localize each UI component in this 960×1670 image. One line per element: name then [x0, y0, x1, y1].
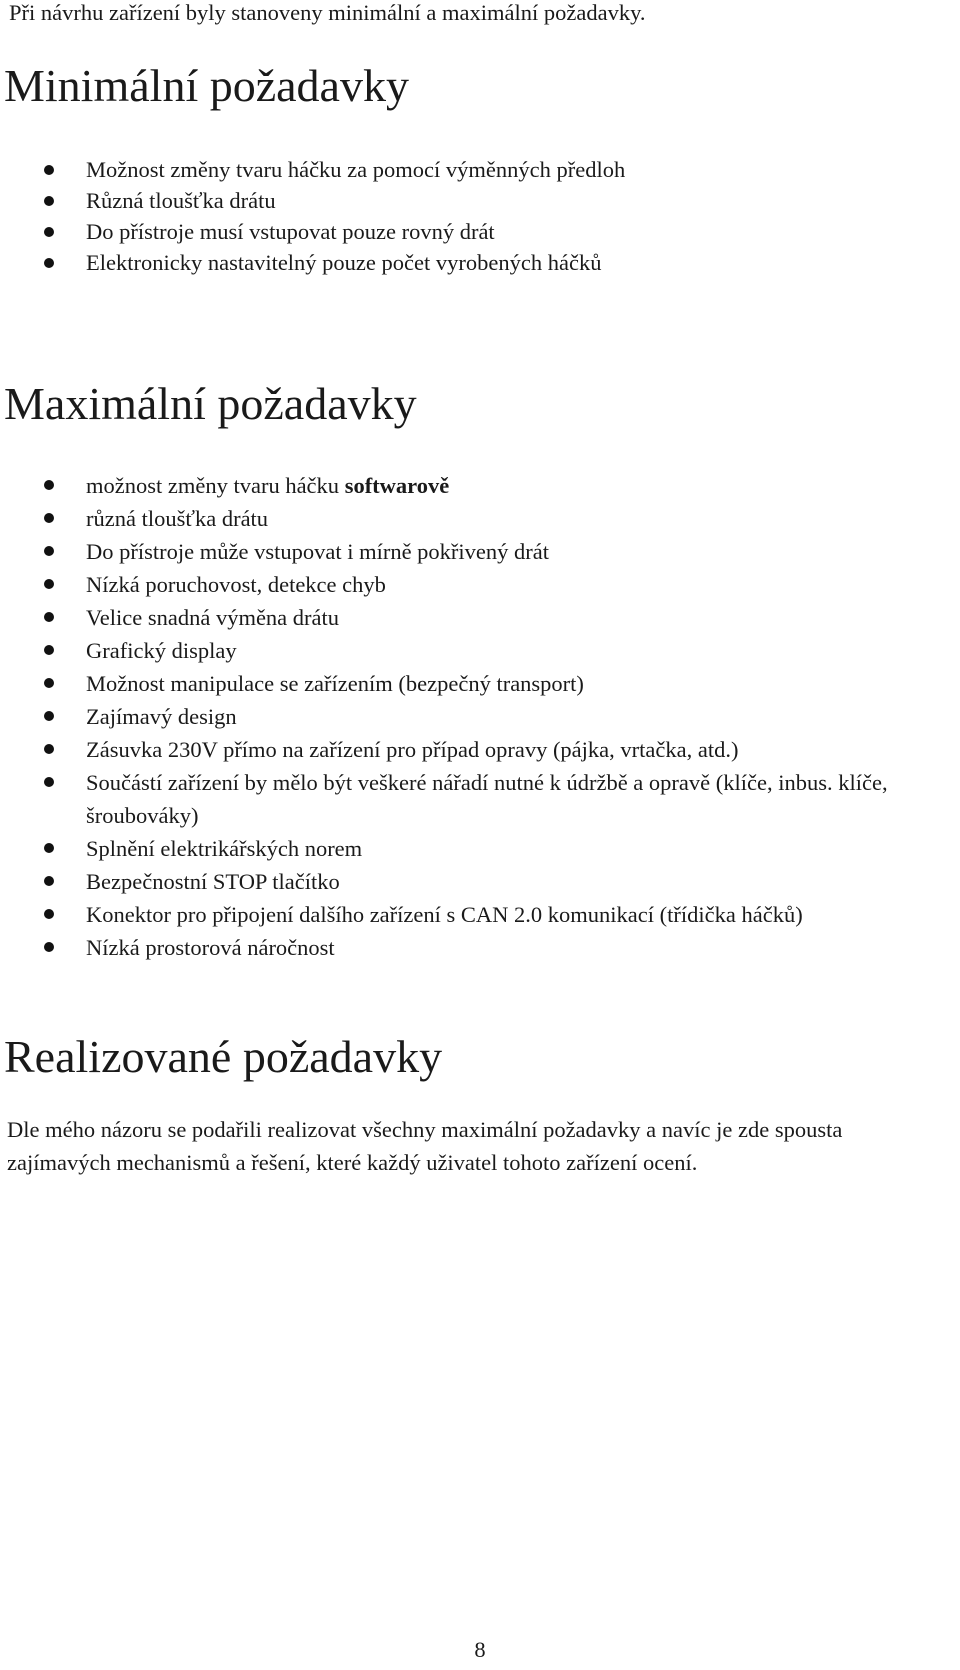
- page-number: 8: [474, 1637, 486, 1662]
- bullet-icon: [44, 909, 54, 919]
- list-item-text: Součástí zařízení by mělo být veškeré nářadí nutné k údržbě a opravě (klíče, inbus. klíče, šroubováky): [86, 770, 888, 828]
- list-item: [0, 216, 625, 247]
- list-item: [0, 185, 625, 216]
- list-item-text: Nízká poruchovost, detekce chyb: [86, 572, 386, 597]
- list-item: [0, 931, 916, 964]
- list-item: [0, 634, 916, 667]
- list-item: [0, 469, 916, 502]
- list-item-text: Do přístroje může vstupovat i mírně pokřivený drát: [86, 539, 550, 564]
- bullet-icon: [44, 480, 54, 490]
- list-item: [0, 535, 916, 568]
- list-item-text: Konektor pro připojení dalšího zařízení s CAN 2.0 komunikací (třídička háčků): [86, 902, 803, 927]
- list-item: [0, 898, 916, 931]
- bullet-icon: [44, 876, 54, 886]
- realized-paragraph: Dle mého názoru se podařili realizovat všechny maximální požadavky a navíc je zde spousta zajímavých mechanismů a řešení, které každý uživatel tohoto zařízení ocení.: [7, 1117, 843, 1175]
- heading-minimal-requirements: Minimální požadavky: [4, 60, 409, 111]
- heading-maximal-requirements: Maximální požadavky: [4, 378, 417, 429]
- bullet-icon: [44, 711, 54, 721]
- list-item: [0, 667, 916, 700]
- bullet-icon: [44, 942, 54, 952]
- bullet-icon: [44, 612, 54, 622]
- bullet-icon: [44, 777, 54, 787]
- list-item-emphasis: softwarově: [344, 473, 450, 498]
- list-item-text: Různá tloušťka drátu: [86, 188, 276, 213]
- list-item-text: Splnění elektrikářských norem: [86, 836, 363, 861]
- list-item-text: Do přístroje musí vstupovat pouze rovný drát: [86, 219, 495, 244]
- list-item-text: Nízká prostorová náročnost: [86, 935, 335, 960]
- bullet-icon: [44, 744, 54, 754]
- list-item: [0, 733, 916, 766]
- list-item: [0, 832, 916, 865]
- list-item-text: Zásuvka 230V přímo na zařízení pro případ opravy (pájka, vrtačka, atd.): [86, 737, 739, 762]
- list-item: [0, 865, 916, 898]
- list-item: [0, 154, 625, 185]
- list-item: [0, 766, 916, 832]
- maximal-requirements-list: [0, 469, 916, 964]
- bullet-icon: [44, 258, 54, 268]
- list-item-text: Možnost změny tvaru háčku za pomocí výměnných předloh: [86, 157, 626, 182]
- list-item-text: Zajímavý design: [86, 704, 237, 729]
- bullet-icon: [44, 678, 54, 688]
- bullet-icon: [44, 645, 54, 655]
- bullet-icon: [44, 843, 54, 853]
- list-item: [0, 502, 916, 535]
- heading-realized-requirements: Realizované požadavky: [4, 1031, 443, 1082]
- list-item: [0, 700, 916, 733]
- list-item-text: Grafický display: [86, 638, 237, 663]
- list-item: [0, 247, 625, 278]
- bullet-icon: [44, 513, 54, 523]
- bullet-icon: [44, 579, 54, 589]
- minimal-requirements-list: [0, 154, 625, 278]
- list-item-text: různá tloušťka drátu: [86, 506, 269, 531]
- list-item-text: Elektronicky nastavitelný pouze počet vyrobených háčků: [86, 250, 602, 275]
- intro-text: Při návrhu zařízení byly stanoveny minimální a maximální požadavky.: [9, 0, 646, 25]
- list-item-text: Možnost manipulace se zařízením (bezpečný transport): [86, 671, 584, 696]
- bullet-icon: [44, 196, 54, 206]
- bullet-icon: [44, 546, 54, 556]
- list-item-text: Bezpečnostní STOP tlačítko: [86, 869, 340, 894]
- bullet-icon: [44, 227, 54, 237]
- list-item-text: Velice snadná výměna drátu: [86, 605, 340, 630]
- list-item-text: možnost změny tvaru háčku: [86, 473, 345, 498]
- bullet-icon: [44, 165, 54, 175]
- list-item: [0, 568, 916, 601]
- list-item: [0, 601, 916, 634]
